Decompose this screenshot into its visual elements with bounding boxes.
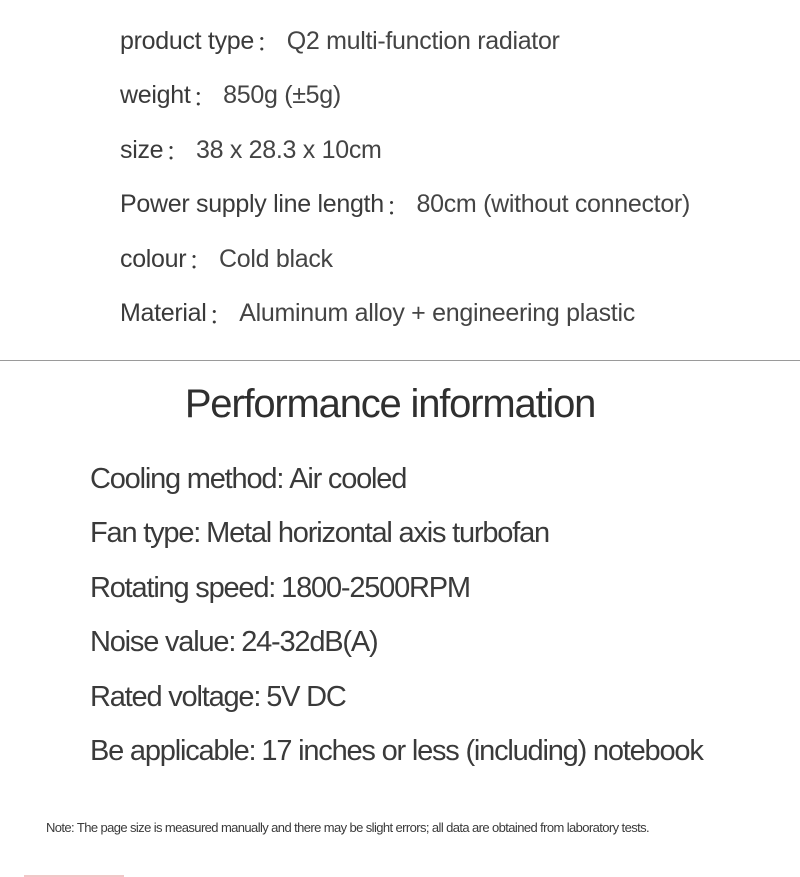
spec-value: Q2 multi-function radiator — [286, 26, 560, 55]
perf-value: 5V DC — [266, 680, 346, 713]
spec-label: Power supply line length — [120, 190, 384, 219]
spec-row-product-type — [120, 14, 780, 69]
spec-label: weight — [120, 81, 191, 110]
spec-value: Cold black — [219, 244, 333, 273]
perf-label: Cooling method: — [90, 462, 284, 495]
spec-label: Material — [120, 299, 207, 328]
spec-colon: ： — [192, 83, 218, 112]
spec-row-size — [120, 123, 780, 178]
product-spec-list — [120, 14, 780, 341]
perf-value: 24-32dB(A) — [241, 626, 378, 659]
perf-value: 17 inches or less (including) notebook — [261, 735, 703, 768]
spec-row-weight — [120, 69, 780, 124]
perf-label: Rotating speed: — [90, 571, 276, 604]
perf-value: 1800-2500RPM — [281, 571, 470, 604]
spec-label: colour — [120, 244, 187, 273]
perf-row-applicable — [90, 725, 790, 780]
spec-row-colour — [120, 232, 780, 287]
perf-row-rotating-speed — [90, 561, 790, 616]
performance-list — [90, 452, 790, 779]
perf-row-rated-voltage — [90, 670, 790, 725]
spec-value: 850g (±5g) — [223, 81, 341, 110]
spec-label: product type — [120, 26, 254, 55]
spec-value: 38 x 28.3 x 10cm — [195, 135, 382, 164]
spec-colon: ： — [385, 192, 411, 221]
perf-label: Rated voltage: — [90, 680, 261, 713]
perf-label: Be applicable: — [90, 735, 256, 768]
spec-colon: ： — [165, 138, 190, 167]
footnote: Note: The page size is measured manually and there may be slight errors; all data are obtained from laboratory tests. — [46, 820, 650, 835]
perf-label: Fan type: — [90, 517, 201, 550]
spec-colon: ： — [188, 247, 213, 276]
spec-label: size — [120, 135, 164, 164]
perf-value: Air cooled — [289, 462, 407, 495]
section-divider — [0, 360, 800, 361]
spec-colon: ： — [256, 29, 281, 58]
perf-label: Noise value: — [90, 626, 236, 659]
spec-value: Aluminum alloy + engineering plastic — [239, 299, 635, 328]
perf-row-noise-value — [90, 616, 790, 671]
spec-value: 80cm (without connector) — [416, 190, 690, 219]
spec-row-material — [120, 287, 780, 342]
perf-row-cooling-method — [90, 452, 790, 507]
spec-colon: ： — [208, 301, 234, 330]
perf-row-fan-type — [90, 507, 790, 562]
perf-value: Metal horizontal axis turbofan — [206, 517, 549, 550]
performance-title: Performance information — [184, 382, 596, 426]
spec-row-power-line-length — [120, 178, 780, 233]
